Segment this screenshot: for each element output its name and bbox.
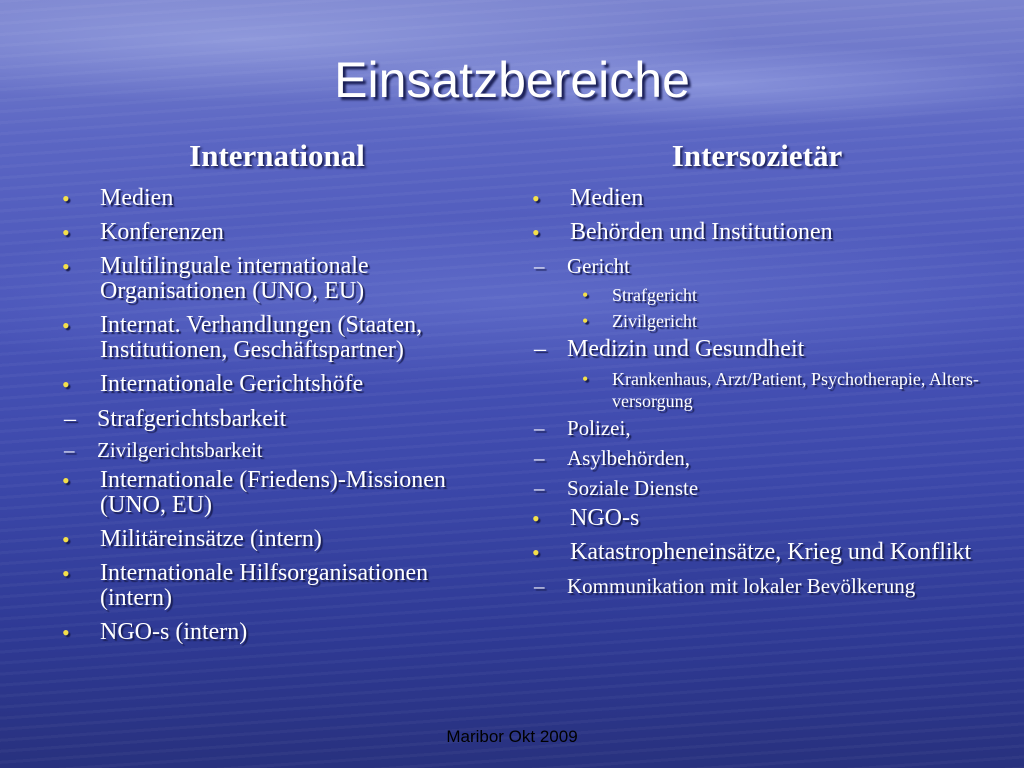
list-item-text: Internationale Hilfsorganisationen (intern) [100,560,429,611]
bullet-icon: • [62,313,70,338]
international-list [52,186,502,645]
list-item-text: Multilinguale internationale Organisationen (UNO, EU) [100,253,369,304]
sub-list-item-text: Strafgerichtsbarkeit [97,406,287,432]
bullet-icon: • [62,620,70,645]
list-item-text: Militäreinsätze (intern) [100,526,322,552]
list-item-text: Medien [570,185,644,211]
list-item-text: Konferenzen [100,219,224,245]
dash-icon: – [64,406,76,432]
dash-icon: – [534,574,545,598]
sub-sub-list-item [522,310,992,332]
sub-sub-list-item-text: Zivilgericht [612,311,697,331]
sub-list-item-text: Medizin und Gesundheit [567,336,805,362]
bullet-icon: • [62,372,70,397]
list-item [52,220,502,245]
list-item [52,527,502,552]
column-international [52,138,502,654]
sub-list-item-text: Zivilgerichtsbarkeit [97,438,263,462]
list-item-text: Internat. Verhandlungen (Staaten, Institutionen, Geschäftspartner) [100,312,423,363]
dash-icon: – [534,416,545,440]
list-item-text: NGO-s [570,505,640,531]
sub-list-item [522,476,992,500]
list-item-text: Internationale Gerichtshöfe [100,371,364,397]
sub-list-item [52,406,502,432]
list-item [52,186,502,211]
bullet-icon: • [532,506,540,531]
list-item [522,186,992,211]
bullet-icon: • [532,186,540,211]
sub-list-item [522,254,992,278]
sub-list-item-text: Kommunikation mit lokaler Bevölkerung [567,574,916,598]
sub-sub-list-item [522,368,992,412]
bullet-icon: • [582,311,589,331]
bullet-icon: • [62,527,70,552]
bullet-icon: • [582,369,589,389]
bullet-icon: • [62,220,70,245]
list-item-text: Katastropheneinsätze, Krieg und Konflikt [570,539,972,565]
sub-sub-list-item [522,284,992,306]
bullet-icon: • [62,561,70,586]
dash-icon: – [534,336,546,362]
sub-list-item-text: Asylbehörden, [567,446,691,470]
list-item [52,468,502,518]
dash-icon: – [534,254,545,278]
bullet-icon: • [62,254,70,279]
sub-sub-list-item-text: Strafgericht [612,285,697,305]
list-item [52,313,502,363]
bullet-icon: • [62,186,70,211]
list-item [522,220,992,245]
sub-list-item-text: Soziale Dienste [567,476,699,500]
sub-list-item [522,574,992,598]
list-item [52,561,502,611]
list-item [522,540,992,565]
bullet-icon: • [62,468,70,493]
dash-icon: – [64,438,75,462]
bullet-icon: • [532,540,540,565]
sub-list-item [522,416,992,440]
list-item [52,254,502,304]
sub-list-item [522,336,992,362]
list-item [52,372,502,397]
column-intersozietaer [522,138,992,604]
sub-list-item [52,438,502,462]
list-item-text: Behörden und Institutionen [570,219,833,245]
list-item-text: Medien [100,185,174,211]
list-item-text: Internationale (Friedens)-Missionen (UNO, EU) [100,467,446,518]
slide-footer: Maribor Okt 2009 [446,727,578,746]
intersozietaer-list [522,186,992,598]
column-heading-intersozietaer: Intersozietär [671,138,843,173]
slide-title: Einsatzbereiche [334,52,690,108]
sub-list-item [522,446,992,470]
list-item [52,620,502,645]
sub-list-item-text: Gericht [567,254,630,278]
column-heading-international: International [189,138,365,173]
list-item [522,506,992,531]
sub-sub-list-item-text: Krankenhaus, Arzt/Patient, Psychotherapie, Alters-versorgung [612,369,979,411]
dash-icon: – [534,476,545,500]
bullet-icon: • [582,285,589,305]
dash-icon: – [534,446,545,470]
bullet-icon: • [532,220,540,245]
list-item-text: NGO-s (intern) [100,619,248,645]
sub-list-item-text: Polizei, [567,416,631,440]
